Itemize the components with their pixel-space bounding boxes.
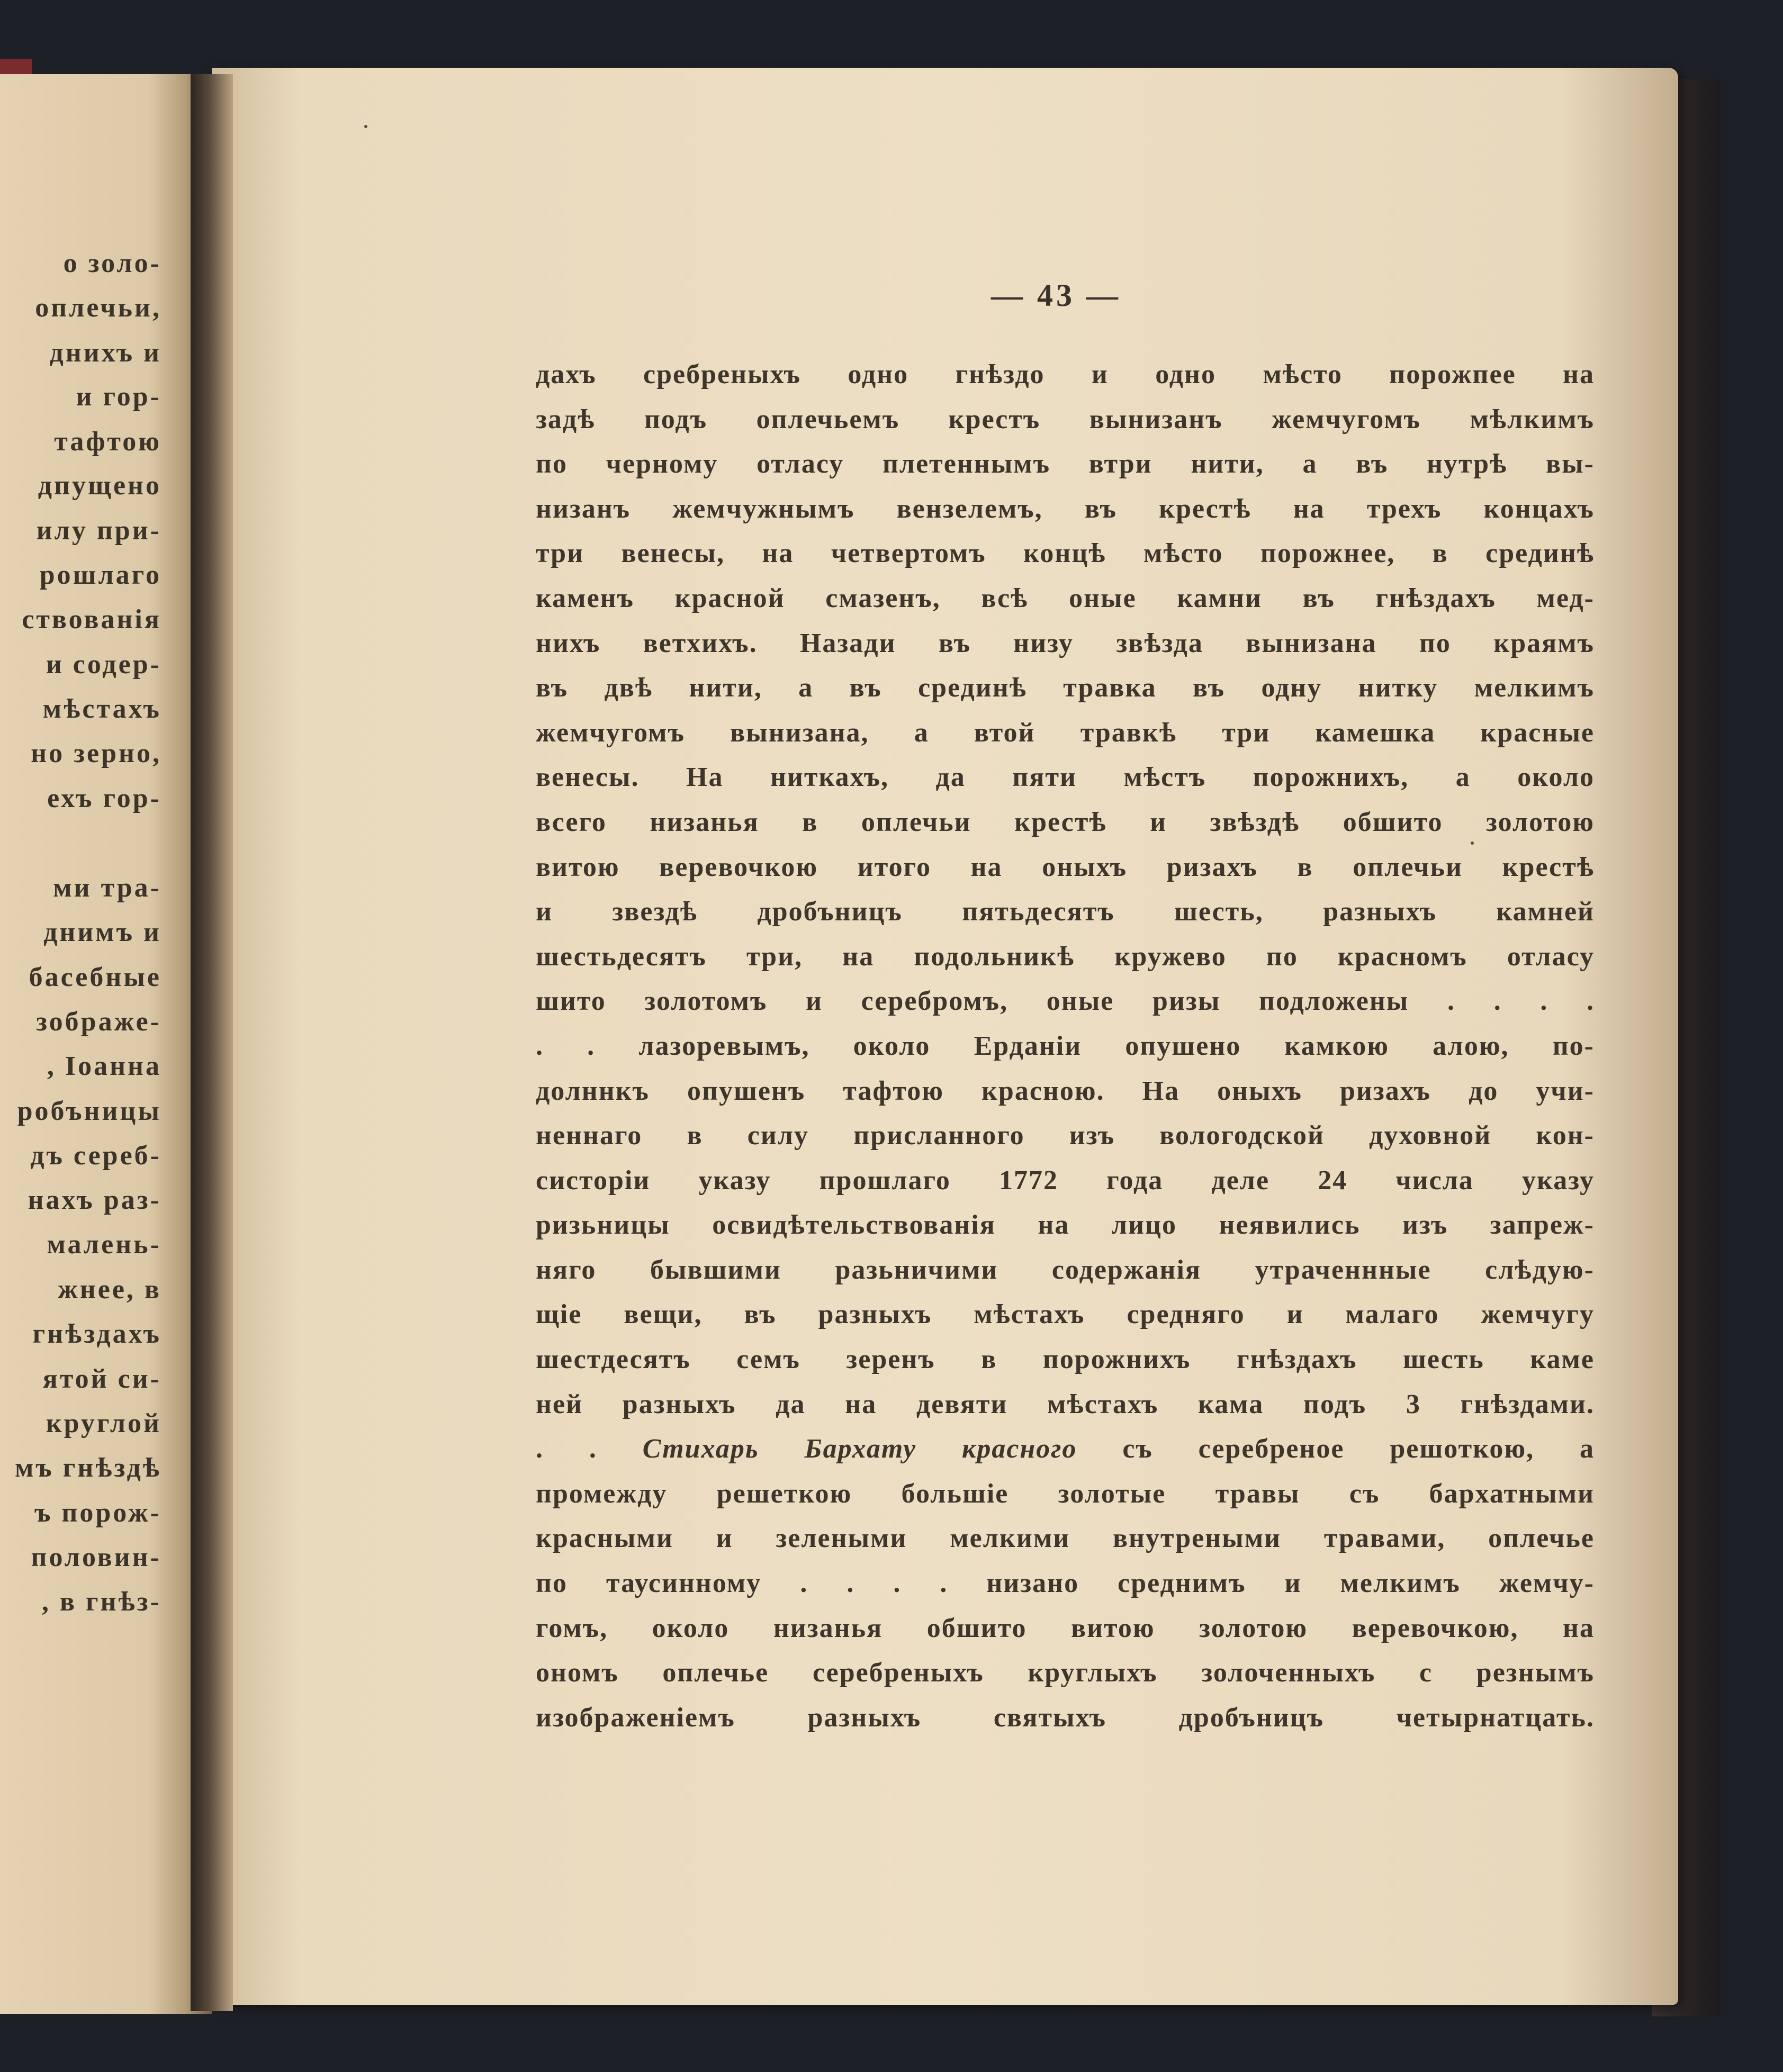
text-line: изображеніемъ разныхъ святыхъ дробъницъ четырнатцать. [536,1702,1595,1733]
left-page-text-line: гнѣздахъ [32,1319,161,1349]
text-line: три венесы, на четвертомъ концѣ мѣсто порожнее, в срединѣ [536,538,1595,569]
text-line: задѣ подъ оплечьемъ крестъ вынизанъ жемчугомъ мѣлкимъ [536,404,1595,435]
left-page-text-line: басебные [29,962,161,992]
text-line: и звездѣ дробъницъ пятьдесятъ шесть, разныхъ камней [536,897,1595,927]
left-page-text-line: ятой си- [42,1364,161,1394]
left-page-text-line: дъ сереб- [30,1141,161,1171]
text-line: жемчугомъ вынизана, а втой травкѣ три камешка красные [536,717,1595,748]
left-page-text-line: мѣстахъ [42,694,161,724]
text-line: по черному отласу плетеннымъ втри нити, а въ нутрѣ вы- [536,449,1595,479]
left-page-text-line: половин- [31,1542,161,1572]
left-page-text-line: зображе- [36,1007,161,1037]
page-number: — 43 — [991,278,1121,313]
left-page-text-line: нахъ раз- [28,1185,161,1215]
left-page-text-line: ехъ гор- [47,783,161,813]
left-page-text-line: робъницы [17,1096,161,1126]
italic-phrase: Стихарь Бархату красного [642,1434,1077,1464]
text-line: . . Стихарь Бархату красного съ серебреное решоткою, а [536,1434,1595,1464]
text-line: витою веревочкою итого на оныхъ ризахъ в оплечьи крестѣ [536,852,1595,882]
book-binding [0,59,32,75]
text-line: въ двѣ нити, а въ срединѣ травка въ одну нитку мелкимъ [536,673,1595,703]
text-line: неннаго в силу присланного изъ вологодской духовной кон- [536,1120,1595,1151]
text-line: ней разныхъ да на девяти мѣстахъ кама подъ 3 гнѣздами. [536,1389,1595,1419]
left-page-text-line: , в гнѣз- [41,1587,161,1617]
main-page [212,68,1678,2005]
text-line: всего низанья в оплечьи крестѣ и звѣздѣ обшито золотою [536,807,1595,837]
left-page-text-line: , Іоанна [47,1051,161,1081]
text-line: ризьницы освидѣтельствованія на лицо неявились изъ запреж- [536,1210,1595,1241]
left-page-text-line: и гор- [76,382,161,412]
text-line: ономъ оплечье серебреныхъ круглыхъ золоченныхъ с резнымъ [536,1658,1595,1688]
text-line: по таусинному . . . . низано среднимъ и мелкимъ жемчу- [536,1568,1595,1599]
left-page [0,74,212,2014]
text-line: гомъ, около низанья обшито витою золотою веревочкою, на [536,1613,1595,1643]
text-line: красными и зелеными мелкими внутреными травами, оплечье [536,1523,1595,1554]
left-page-text-line: рошлаго [39,560,161,590]
left-page-text-line: дпущено [38,471,161,501]
text-line: шестдесятъ семъ зеренъ в порожнихъ гнѣздахъ шесть каме [536,1344,1595,1375]
page-gutter [191,74,233,2011]
left-page-text-line: о золо- [63,248,161,278]
left-page-text-line: но зерно, [31,738,161,768]
left-page-text-line: ъ порож- [34,1498,161,1528]
ink-speck [364,125,367,128]
left-page-text-line: ми тра- [53,873,161,903]
left-page-text-line: жнее, в [58,1274,161,1305]
text-line: . . лазоревымъ, около Ерданіи опушено камкою алою, по- [536,1030,1595,1061]
left-page-text-line: днихъ и [49,338,161,368]
text-line: венесы. На ниткахъ, да пяти мѣстъ порожнихъ, а около [536,762,1595,793]
text-line: щіе вещи, въ разныхъ мѣстахъ средняго и малаго жемчугу [536,1299,1595,1330]
left-page-text-line: круглой [46,1408,161,1438]
text-line: каменъ красной смазенъ, всѣ оные камни въ гнѣздахъ мед- [536,583,1595,613]
left-page-text-line: днимъ и [43,917,161,947]
text-line: шито золотомъ и серебромъ, оные ризы подложены . . . . [536,986,1595,1017]
text-line: систоріи указу прошлаго 1772 года деле 24 числа указу [536,1165,1595,1196]
left-page-text-line: мъ гнѣздѣ [15,1453,161,1483]
left-page-text-line: и содер- [46,649,161,680]
left-page-text-line: илу при- [36,515,161,546]
page-body-text [536,352,1595,1740]
text-line: низанъ жемчужнымъ вензелемъ, въ крестѣ на трехъ концахъ [536,493,1595,524]
left-page-text-line: малень- [47,1229,161,1260]
text-line: нихъ ветхихъ. Назади въ низу звѣзда вынизана по краямъ [536,628,1595,658]
ink-speck [1471,842,1474,845]
text-line: няго бывшими разьничими содержанія утраченнные слѣдую- [536,1254,1595,1285]
text-line: долннкъ опушенъ тафтою красною. На оныхъ ризахъ до учи- [536,1075,1595,1106]
text-line: промежду решеткою большіе золотые травы съ бархатными [536,1478,1595,1509]
text-line: шестьдесятъ три, на подольникѣ кружево по красномъ отласу [536,941,1595,972]
left-page-text-line: оплечьи, [35,293,161,323]
left-page-text-line: тафтою [54,427,161,457]
left-page-text-line: ствованія [22,604,161,635]
text-line: дахъ сребреныхъ одно гнѣздо и одно мѣсто порожпее на [536,359,1595,390]
